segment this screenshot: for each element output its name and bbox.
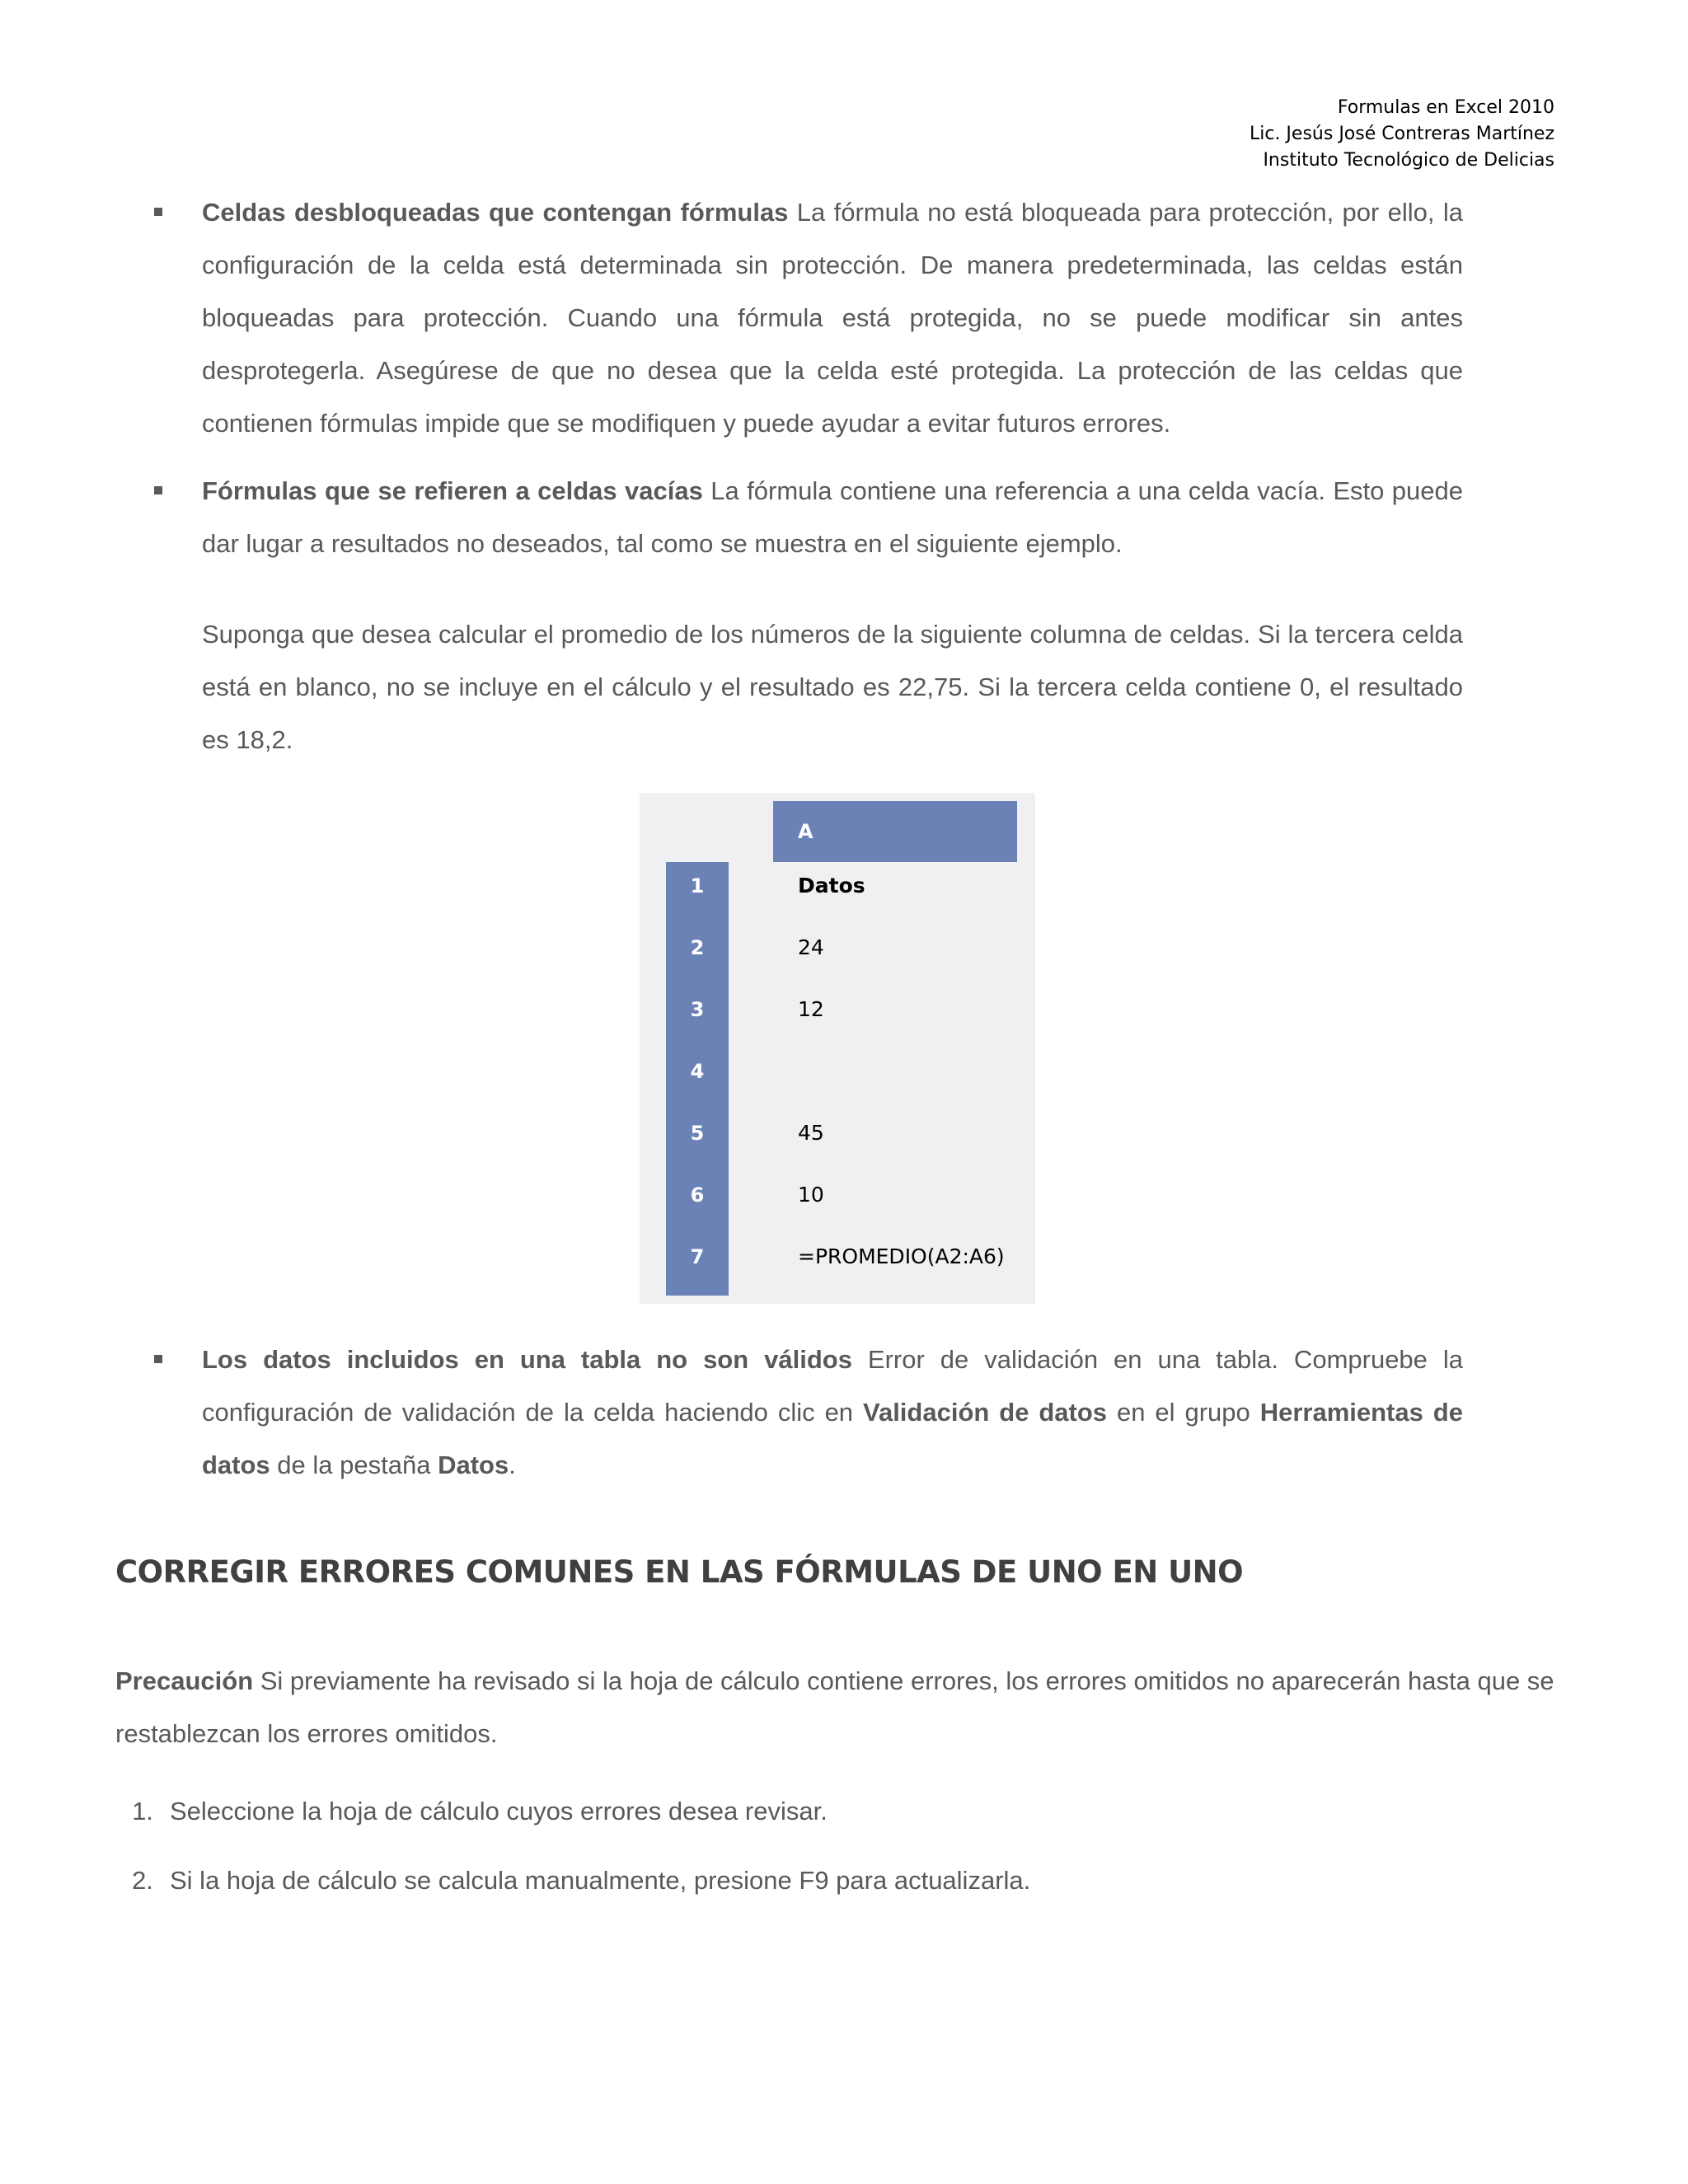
cell-a1: Datos [798,874,865,898]
bullet-text: en el grupo [1107,1398,1260,1427]
bullet-emphasis: Herramientas de datos [202,1398,1463,1479]
row-number: 2 [690,936,705,959]
bullet-title: Celdas desbloqueadas que contengan fórmulas [202,198,789,227]
bullet-title: Los datos incluidos en una tabla no son válidos [202,1345,852,1374]
bullet-marker [154,486,162,494]
row-number: 5 [690,1122,705,1145]
cell-a6: 10 [798,1183,824,1207]
bullet-text: . [509,1451,516,1479]
bullet-title: Fórmulas que se refieren a celdas vacías [202,476,703,505]
bullet-text: Error de validación en una tabla. Compruebe la configuración de validación de la celda haciendo clic en [202,1345,1463,1427]
caution-text: Si previamente ha revisado si la hoja de cálculo contiene errores, los errores omitidos no aparecerán hasta que se restablezcan los errores omitidos. [115,1666,1554,1748]
row-number: 3 [690,998,705,1021]
example-paragraph: Suponga que desea calcular el promedio de los números de la siguiente columna de celdas. Si la tercera celda está en blanco, no se incluye en el cálculo y el resultado es 22,75. Si la tercera celda contiene 0, el resultado es 18,2. [202,620,1463,754]
bullet-item [202,1333,1463,1492]
spreadsheet-example [640,793,1035,1304]
list-text: Si la hoja de cálculo se calcula manualmente, presione F9 para actualizarla. [170,1866,1031,1895]
row-number: 6 [690,1183,705,1207]
cell-a2: 24 [798,935,824,959]
cell-a3: 12 [798,997,824,1021]
bullet-emphasis: Datos [438,1451,509,1479]
caution-paragraph [115,1655,1558,1760]
bullet-item [202,465,1463,570]
bullet-text: de la pestaña [270,1451,438,1479]
header-title: Formulas en Excel 2010 [1337,97,1554,118]
list-text: Seleccione la hoja de cálculo cuyos errores desea revisar. [170,1797,828,1825]
cell-a7: =PROMEDIO(A2:A6) [798,1244,1005,1268]
bullet-item [202,186,1463,450]
list-number: 2. [132,1866,153,1895]
bullet-marker [154,1355,162,1363]
page-header [1250,95,1554,174]
row-number: 7 [690,1245,705,1268]
bullet-text: La fórmula no está bloqueada para protección, por ello, la configuración de la celda está determinada sin protección. De manera predeterminada, las celdas están bloqueadas para protección. Cuando una fórmula está protegida, no se puede modificar sin antes desprotegerla. Asegúrese de que no desea que la celda esté protegida. La protección de las celdas que contienen fórmulas impide que se modifiquen y puede ayudar a evitar futuros errores. [202,198,1464,438]
column-header-a: A [773,801,1017,862]
row-headers [666,862,729,1296]
header-author: Lic. Jesús José Contreras Martínez [1249,124,1554,144]
list-item [115,1795,828,1828]
bullet-text: La fórmula contiene una referencia a una celda vacía. Esto puede dar lugar a resultados no deseados, tal como se muestra en el siguiente ejemplo. [202,476,1464,558]
bullet-marker [154,208,162,216]
header-institution: Instituto Tecnológico de Delicias [1263,150,1554,171]
row-number: 1 [690,874,705,898]
row-number: 4 [690,1060,705,1083]
bullet-emphasis: Validación de datos [862,1398,1108,1427]
list-item [115,1864,1030,1897]
list-number: 1. [132,1797,153,1825]
caution-label: Precaución [115,1666,254,1695]
cell-a5: 45 [798,1121,824,1145]
section-heading: CORREGIR ERRORES COMUNES EN LAS FÓRMULAS DE UNO EN UNO [115,1554,1244,1590]
